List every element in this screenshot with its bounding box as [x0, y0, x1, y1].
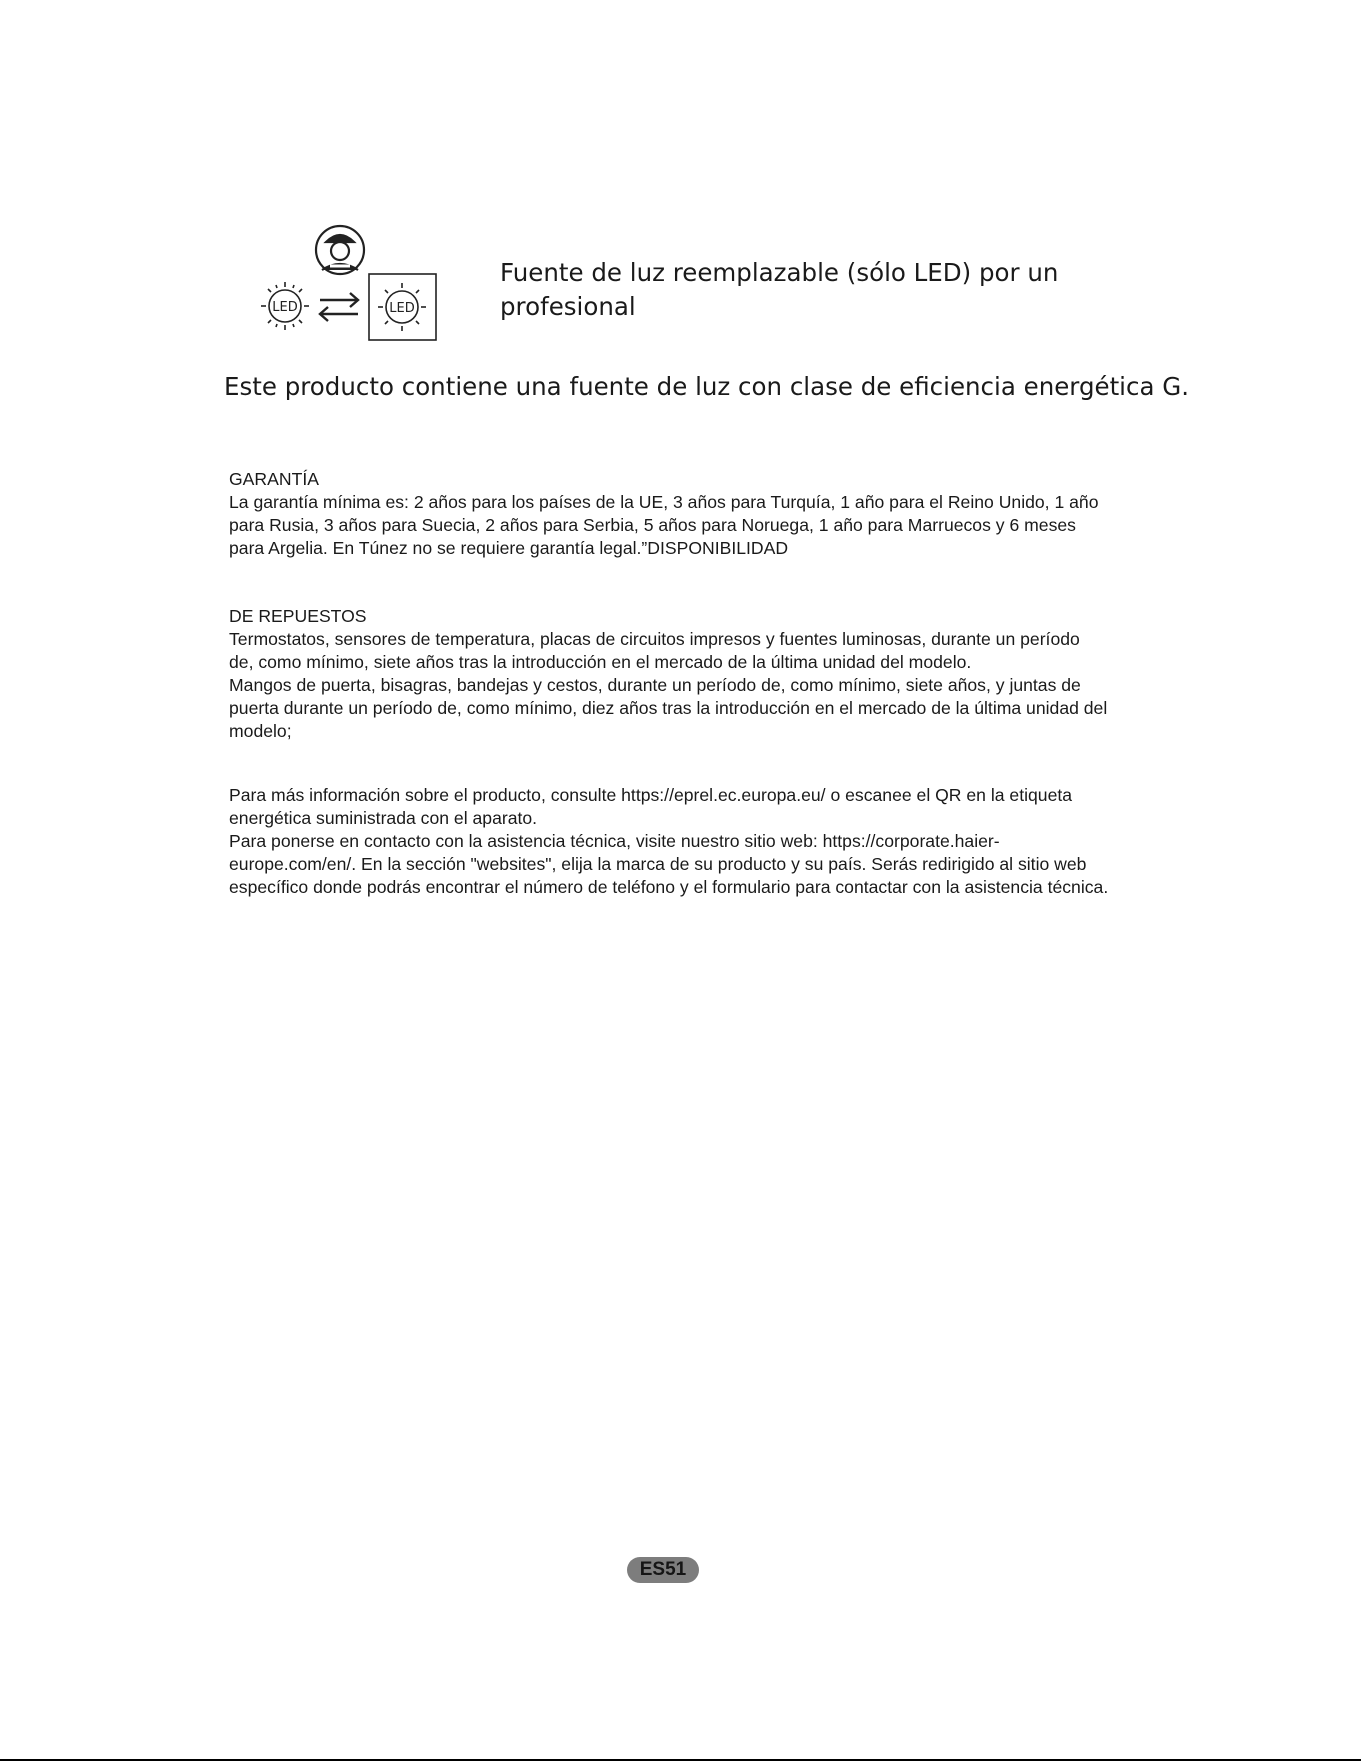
technician-icon [316, 226, 364, 274]
led-right-label: LED [389, 301, 415, 316]
energy-efficiency-statement: Este producto contiene una fuente de luz con clase de eficiencia energética G. [224, 372, 1190, 401]
page-number-badge: ES51 [627, 1557, 699, 1583]
contact-paragraph-1: Para más información sobre el producto, consulte https://eprel.ec.europa.eu/ o escanee el QR en la etiqueta energética suministrada con el aparato. [229, 785, 1073, 828]
spares-paragraph-1: Termostatos, sensores de temperatura, placas de circuitos impresos y fuentes luminosas, durante un período de, como mínimo, siete años tras la introducción en el mercado de la última unidad del modelo. [229, 629, 1080, 672]
warranty-heading: GARANTÍA [229, 469, 319, 489]
led-left-label: LED [272, 300, 298, 315]
contact-section [229, 784, 1109, 899]
contact-paragraph-2: Para ponerse en contacto con la asistencia técnica, visite nuestro sitio web: https://corporate.haier-europe.com/en/. En la sección "websites", elija la marca de su producto y su país. Serás redirigido al sitio web específico donde podrás encontrar el número de teléfono y el formulario para contactar con la asistencia técnica. [229, 831, 1109, 897]
warranty-section [229, 468, 1109, 560]
spares-paragraph-2: Mangos de puerta, bisagras, bandejas y cestos, durante un período de, como mínimo, siete años, y juntas de puerta durante un período de, como mínimo, diez años tras la introducción en el mercado de la última unidad del modelo; [229, 675, 1108, 741]
replaceable-led-by-professional-icon [252, 224, 448, 344]
warranty-body: La garantía mínima es: 2 años para los países de la UE, 3 años para Turquía, 1 año para el Reino Unido, 1 año para Rusia, 3 años para Suecia, 2 años para Serbia, 5 años para Noruega, 1 año para Marruecos y 6 meses para Argelia. En Túnez no se requiere garantía legal.”DISPONIBILIDAD [229, 492, 1099, 558]
spares-heading: DE REPUESTOS [229, 606, 367, 626]
swap-arrows-icon [320, 293, 358, 321]
spare-parts-section [229, 605, 1109, 743]
icon-caption: Fuente de luz reemplazable (sólo LED) por un profesional [500, 258, 1059, 321]
